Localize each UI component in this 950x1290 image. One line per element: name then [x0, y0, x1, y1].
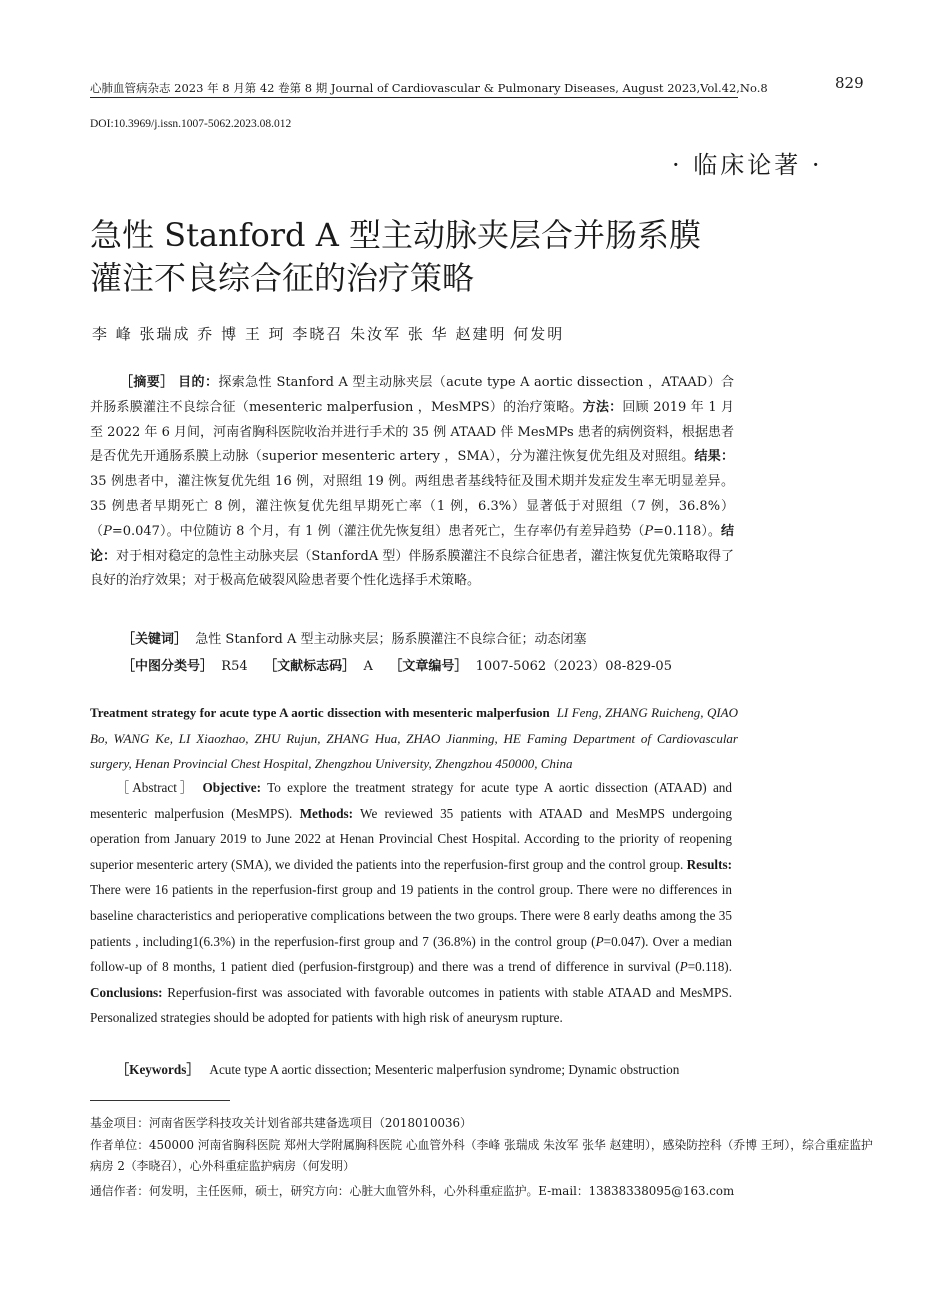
results-text: There were 16 patients in the reperfusion-first group and 19 patients in the control group. There were no differences in baseline characteristics and perioperative complications between the two groups. There were 8 early deaths among the 35 patients , including1(6.3%) in the reperfusion-first group and 7 (36.8%) in the control group ( [90, 882, 732, 949]
methods-text: We reviewed 35 patients with ATAAD and MesMPS undergoing operation from January 2019 to June 2022 at Henan Provincial Chest Hospital. According to the priority of reopening superior mesenteric artery (SMA), we divided the patients into the reperfusion-first group and the control group. [90, 805, 732, 872]
results-text: =0.047). Over a median follow-up of 8 months, 1 patient died (perfusion-firstgroup) and there was a trend of difference in survival ( [90, 933, 732, 975]
keywords-text: Acute type A aortic dissection; Mesenteric malperfusion syndrome; Dynamic obstruction [209, 1062, 680, 1077]
conclusion-label: 结论： [90, 523, 734, 564]
objective-label: 目的： [178, 375, 219, 390]
methods-label: Methods: [299, 805, 354, 821]
footnote-rule [90, 1100, 230, 1101]
objective-text: To explore the treatment strategy for acute type A aortic dissection (ATAAD) and mesenteric malperfusion (MesMPS). [90, 780, 732, 821]
abstract-label: ［Abstract］ [116, 780, 197, 795]
article-no-value: 1007-5062（2023）08-829-05 [475, 659, 672, 674]
journal-header: 心肺血管病杂志 2023 年 8 月第 42 卷第 8 期 Journal of Cardiovascular & Pulmonary Diseases, August 2023,Vol.42,No.8 [90, 81, 768, 95]
p-symbol: P [595, 933, 604, 949]
methods-label: 方法： [582, 399, 623, 415]
english-abstract [90, 775, 732, 1031]
doc-code-label: ［文献标志码］ [264, 659, 356, 674]
keywords-label: ［关键词］ [122, 632, 188, 647]
results-text: =0.118）。 [653, 523, 721, 539]
header-rule [90, 97, 738, 98]
english-title: Treatment strategy for acute type A aortic dissection with mesenteric malperfusion [90, 705, 550, 720]
results-text: =0.047）。中位随访 8 个月，有 1 例（灌注优先恢复组）患者死亡，生存率仍有差异趋势（ [111, 523, 645, 539]
article-no-label: ［文章编号］ [389, 659, 468, 674]
conclusion-label: Conclusions: [90, 984, 163, 1000]
clc-value: R54 [221, 659, 248, 674]
p-symbol: P [644, 523, 654, 539]
p-symbol: P [103, 523, 112, 539]
doc-code-value: A [363, 659, 373, 674]
english-title-block [90, 700, 738, 777]
classification-row [122, 655, 672, 674]
english-keywords [116, 1059, 679, 1078]
fund-footnote: 基金项目：河南省医学科技攻关计划省部共建备选项目（2018010036） [90, 1116, 472, 1130]
conclusion-text: 对于相对稳定的急性主动脉夹层（StanfordA 型）伴肠系膜灌注不良综合征患者，灌注恢复优先策略取得了良好的治疗效果；对于极高危破裂风险患者要个性化选择手术策略。 [90, 548, 734, 589]
p-symbol: P [679, 959, 688, 975]
clc-label: ［中图分类号］ [122, 659, 214, 674]
methods-text: 回顾 2019 年 1 月至 2022 年 6 月间，河南省胸科医院收治并进行手术的 35 例 ATAAD 伴 MesMPs 患者的病例资料，根据患者是否优先开通肠系膜上动脉（superior mesenteric artery ，SMA），分为灌注恢复优先组及对照组。 [90, 399, 734, 465]
authors: 李 峰 张瑞成 乔 博 王 珂 李晓召 朱汝军 张 华 赵建明 何发明 [92, 325, 565, 343]
conclusion-text: Reperfusion-first was associated with favorable outcomes in patients with stable ATAAD and MesMPS. Personalized strategies should be adopted for patients with high risk of aneurysm rupture. [90, 984, 732, 1026]
results-text: 35 例患者中，灌注恢复优先组 16 例，对照组 19 例。两组患者基线特征及围术期并发症发生率无明显差异。35 例患者早期死亡 8 例，灌注恢复优先组早期死亡率（1 例，6.3%）显著低于对照组（7 例，36.8%）（ [90, 474, 734, 539]
results-label: 结果： [694, 449, 734, 465]
objective-label: Objective: [202, 780, 262, 795]
chinese-keywords [122, 628, 587, 647]
results-label: Results: [686, 856, 732, 872]
doi: DOI:10.3969/j.issn.1007-5062.2023.08.012 [90, 118, 292, 130]
english-authors-affiliation: LI Feng, ZHANG Ruicheng, QIAO Bo, WANG Ke, LI Xiaozhao, ZHU Rujun, ZHANG Hua, ZHAO Jianming, HE Faming Department of Cardiovascular surgery, Henan Provincial Chest Hospital, Zhengzhou University, Zhengzhou 450000, China [90, 705, 739, 771]
affiliation-footnote: 作者单位：450000 河南省胸科医院 郑州大学附属胸科医院 心血管外科（李峰 张瑞成 朱汝军 张华 赵建明），感染防控科（乔博 王珂），综合重症监护病房 2（李晓召），心外科重症监护病房（何发明） [90, 1138, 873, 1173]
section-label: · 临床论著 · [672, 151, 823, 179]
abstract-label: ［摘要］ [120, 375, 174, 390]
keywords-label: ［Keywords］ [116, 1062, 200, 1077]
correspondence-footnote: 通信作者：何发明，主任医师，硕士，研究方向：心脏大血管外科，心外科重症监护。E-mail：13838338095@163.com [90, 1184, 735, 1198]
paper-title: 急性 Stanford A 型主动脉夹层合并肠系膜 灌注不良综合征的治疗策略 [90, 216, 701, 297]
page-number: 829 [835, 74, 864, 92]
keywords-text: 急性 Stanford A 型主动脉夹层；肠系膜灌注不良综合征；动态闭塞 [195, 632, 587, 647]
chinese-abstract [90, 371, 734, 594]
objective-text: 探索急性 Stanford A 型主动脉夹层（acute type A aortic dissection ，ATAAD）合并肠系膜灌注不良综合征（mesenteric malperfusion ，MesMPS）的治疗策略。 [90, 375, 734, 415]
results-text: =0.118). [687, 959, 732, 975]
